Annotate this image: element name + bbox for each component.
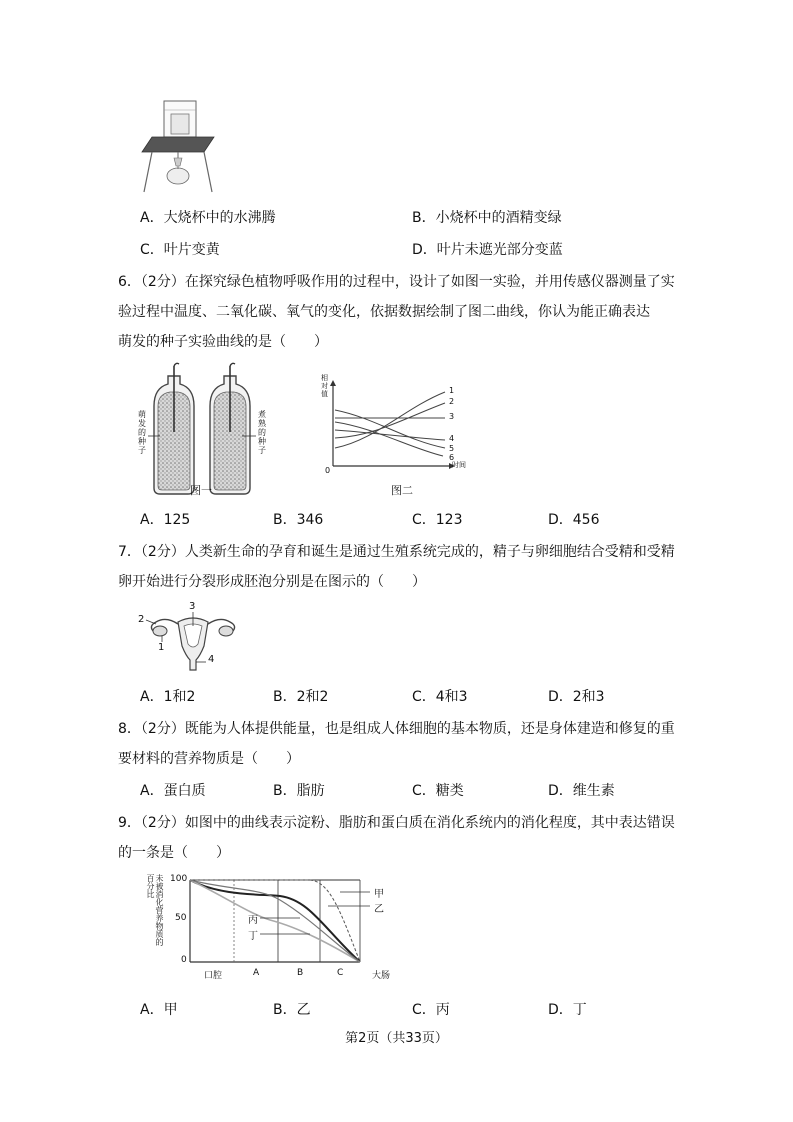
q9-stem-line1: 9．（2分）如图中的曲线表示淀粉、脂肪和蛋白质在消化系统内的消化程度，其中表达错误 — [118, 815, 675, 831]
q8-stem-line1: 8．（2分）既能为人体提供能量，也是组成人体细胞的基本物质，还是身体建造和修复的重 — [118, 721, 675, 737]
q5-option-b: B．小烧杯中的酒精变绿 — [412, 210, 562, 226]
q6-fig1-right-label: 煮熟的种子 — [258, 410, 266, 455]
q9-option-c: C．丙 — [412, 1002, 450, 1018]
q6-fig2-origin: 0 — [325, 466, 331, 475]
q9-curve-bing — [190, 880, 360, 962]
q6-fig2-y-label: 相对值 — [321, 374, 328, 398]
q6-fig2-x-label: 时间 — [452, 461, 466, 469]
q6-fig2-label-1: 1 — [449, 386, 455, 395]
page-footer: 第2页（共33页） — [345, 1031, 448, 1046]
q7-stem-line2: 卵开始进行分裂形成胚泡分别是在图示的（ ） — [118, 574, 426, 590]
q6-stem-line3: 萌发的种子实验曲线的是（ ） — [118, 334, 328, 350]
q8-option-d: D．维生素 — [548, 783, 615, 799]
q6-option-a: A．125 — [140, 512, 191, 528]
q9-y-tick-100: 100 — [170, 874, 188, 884]
q9-stem-line2: 的一条是（ ） — [118, 845, 230, 861]
q5-option-d: D．叶片未遮光部分变蓝 — [412, 242, 563, 258]
q7-option-b: B．2和2 — [273, 689, 329, 705]
q9-y-tick-50: 50 — [175, 913, 187, 923]
q6-figure2-curves — [315, 378, 465, 482]
q8-option-b: B．脂肪 — [273, 783, 325, 799]
q6-option-b: B．346 — [273, 512, 324, 528]
q8-option-c: C．糖类 — [412, 783, 464, 799]
q6-fig2-label-4: 4 — [449, 434, 455, 443]
q7-label-2: 2 — [138, 614, 145, 625]
q8-stem-line2: 要材料的营养物质是（ ） — [118, 751, 300, 767]
q9-x-tick-large-intestine: 大肠 — [372, 971, 391, 981]
q7-label-4: 4 — [208, 654, 215, 665]
q8-option-a: A．蛋白质 — [140, 783, 206, 799]
q6-fig2-label-2: 2 — [449, 397, 455, 406]
q6-fig1-caption: 图一 — [190, 484, 212, 497]
q6-stem-line1: 6．（2分）在探究绿色植物呼吸作用的过程中，设计了如图一实验，并用传感仪器测量了实 — [118, 274, 675, 290]
q6-fig2-label-5: 5 — [449, 444, 455, 453]
q9-label-ding: 丁 — [248, 931, 258, 942]
q6-fig2-caption: 图二 — [391, 484, 413, 497]
q6-figure1-flasks — [138, 362, 270, 502]
q9-y-tick-0: 0 — [181, 955, 187, 965]
apparatus-figure — [138, 96, 218, 196]
q9-option-d: D．丁 — [548, 1002, 587, 1018]
q9-label-yi: 乙 — [374, 904, 384, 915]
q9-x-tick-a: A — [253, 968, 260, 978]
q6-option-d: D．456 — [548, 512, 600, 528]
q9-option-a: A．甲 — [140, 1002, 178, 1018]
q7-option-c: C．4和3 — [412, 689, 468, 705]
q6-curve-5 — [335, 410, 445, 448]
q6-fig1-left-label: 萌发的种子 — [138, 410, 146, 455]
q6-fig2-label-6: 6 — [449, 453, 455, 462]
q7-reproductive-figure — [138, 604, 248, 676]
q9-label-jia: 甲 — [374, 889, 384, 900]
q6-curve-2 — [335, 403, 445, 438]
q5-option-a: A．大烧杯中的水沸腾 — [140, 210, 276, 226]
q5-option-c: C．叶片变黄 — [140, 242, 220, 258]
q9-option-b: B．乙 — [273, 1002, 311, 1018]
q9-y-axis-label: 未被消化营养物质的百分比 — [146, 874, 164, 946]
q7-stem-line1: 7．（2分）人类新生命的孕育和诞生是通过生殖系统完成的，精子与卵细胞结合受精和受精 — [118, 544, 675, 560]
q6-option-c: C．123 — [412, 512, 463, 528]
q7-label-1: 1 — [158, 642, 165, 653]
q7-option-a: A．1和2 — [140, 689, 196, 705]
q9-label-bing: 丙 — [248, 915, 258, 926]
q9-x-tick-mouth: 口腔 — [204, 971, 223, 981]
q6-fig2-label-3: 3 — [449, 412, 455, 421]
q9-x-tick-b: B — [297, 968, 304, 978]
q7-option-d: D．2和3 — [548, 689, 605, 705]
q6-stem-line2: 验过程中温度、二氧化碳、氧气的变化，依据数据绘制了图二曲线，你认为能正确表达 — [118, 304, 650, 320]
q6-curve-1 — [335, 392, 445, 448]
q7-label-3: 3 — [189, 601, 196, 612]
q6-curve-4 — [335, 430, 445, 440]
q9-digestion-chart — [160, 870, 400, 990]
q9-x-tick-c: C — [337, 968, 344, 978]
